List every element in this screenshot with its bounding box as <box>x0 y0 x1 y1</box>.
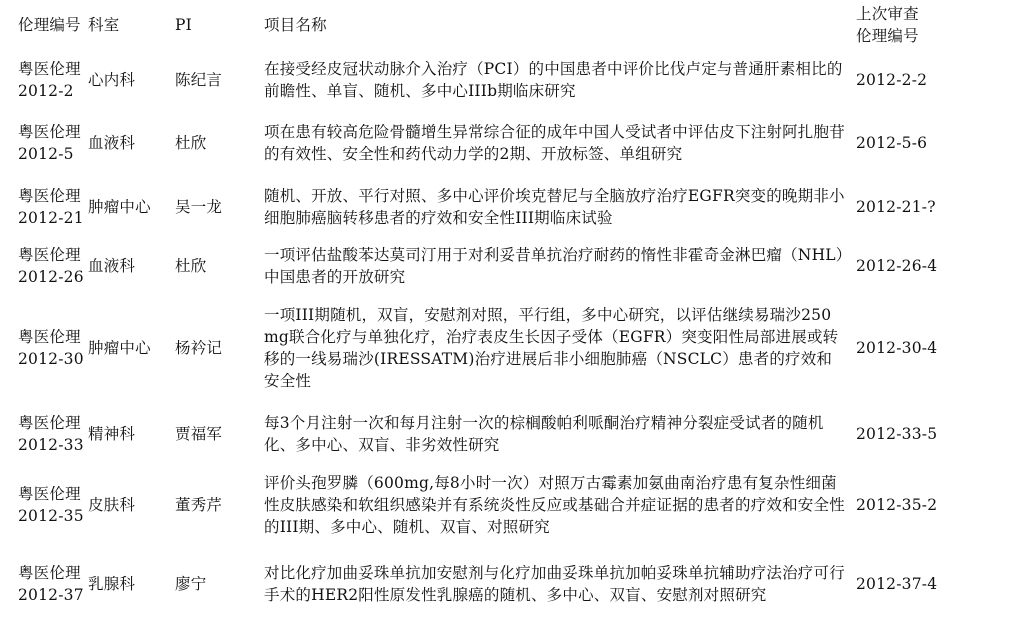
project-name-cell: 随机、开放、平行对照、多中心评价埃克替尼与全脑放疗治疗EGFR突变的晚期非小细胞肺癌脑转移患者的疗效和安全性III期临床试验 <box>264 186 845 227</box>
pi-cell: 廖宁 <box>175 575 207 593</box>
ethics-number-line2: 2012-21 <box>18 208 84 227</box>
project-name-cell: 评价头孢罗膦（600mg,每8小时一次）对照万古霉素加氨曲南治疗患有复杂性细菌性皮肤感染和软组织感染并有系统炎性反应或基础合并症证据的患者的疗效和安全性的III期、多中心、随机、双盲、对照研究 <box>264 474 845 536</box>
ethics-number-line2: 2012-26 <box>18 268 84 286</box>
previous-review-cell: 2012-33-5 <box>856 424 938 443</box>
ethics-number-line1: 粤医伦理 <box>18 60 81 78</box>
pi-cell: 贾福军 <box>175 424 223 443</box>
department-cell: 血液科 <box>88 257 136 275</box>
department-cell: 血液科 <box>88 133 136 152</box>
previous-review-cell: 2012-30-4 <box>856 339 938 357</box>
department-cell: 精神科 <box>88 424 136 443</box>
project-name-cell: 项在患有较高危险骨髓增生异常综合征的成年中国人受试者中评估皮下注射阿扎胞苷的有效性、安全性和药代动力学的2期、开放标签、单组研究 <box>264 122 845 163</box>
ethics-number-cell <box>0 465 87 545</box>
ethics-number-line2: 2012-5 <box>18 144 74 163</box>
previous-review-cell: 2012-37-4 <box>856 575 938 593</box>
department-cell: 心内科 <box>88 71 136 89</box>
ethics-number-cell <box>0 545 87 623</box>
pi-cell: 杨衿记 <box>175 339 223 357</box>
ethics-number-line1: 粤医伦理 <box>18 186 81 205</box>
ethics-number-cell <box>0 175 87 238</box>
pi-cell: 吴一龙 <box>175 197 223 216</box>
table-row <box>0 50 1020 110</box>
ethics-number-line2: 2012-35 <box>18 507 84 525</box>
ethics-number-cell <box>0 402 87 465</box>
header-department: 科室 <box>88 16 120 34</box>
ethics-number-line1: 粤医伦理 <box>18 122 81 141</box>
project-name-cell: 对比化疗加曲妥珠单抗加安慰剂与化疗加曲妥珠单抗加帕妥珠单抗辅助疗法治疗可行手术的HER2阳性原发性乳腺癌的随机、多中心、双盲、安慰剂对照研究 <box>264 564 845 604</box>
ethics-number-line2: 2012-30 <box>18 350 84 368</box>
table-row <box>0 294 1020 402</box>
header-ethics-number: 伦理编号 <box>18 16 81 34</box>
previous-review-cell: 2012-5-6 <box>856 133 928 152</box>
ethics-number-line1: 粤医伦理 <box>18 328 81 346</box>
department-cell: 肿瘤中心 <box>88 339 151 357</box>
department-cell: 肿瘤中心 <box>88 197 151 216</box>
header-previous-review-line2: 伦理编号 <box>856 27 919 45</box>
header-previous-review-line1: 上次审查 <box>856 5 919 23</box>
previous-review-cell: 2012-26-4 <box>856 257 938 275</box>
pi-cell: 陈纪言 <box>175 71 223 89</box>
ethics-number-line2: 2012-33 <box>18 435 84 454</box>
pi-cell: 杜欣 <box>175 257 207 275</box>
ethics-number-cell <box>0 238 87 294</box>
pi-cell: 董秀芹 <box>175 496 223 514</box>
department-cell: 乳腺科 <box>88 575 136 593</box>
ethics-number-line1: 粤医伦理 <box>18 485 81 503</box>
ethics-number-cell <box>0 50 87 110</box>
ethics-number-line2: 2012-37 <box>18 586 84 604</box>
ethics-number-cell <box>0 110 87 175</box>
department-cell: 皮肤科 <box>88 496 136 514</box>
ethics-number-line1: 粤医伦理 <box>18 564 81 582</box>
table-row <box>0 402 1020 465</box>
table-row <box>0 465 1020 545</box>
header-previous-review-number <box>854 0 1020 50</box>
previous-review-cell: 2012-21-? <box>856 197 936 216</box>
header-project-name: 项目名称 <box>264 16 327 34</box>
ethics-number-line1: 粤医伦理 <box>18 413 81 432</box>
table-row <box>0 175 1020 238</box>
ethics-number-line2: 2012-2 <box>18 82 74 100</box>
project-name-cell: 每3个月注射一次和每月注射一次的棕榈酸帕利哌酮治疗精神分裂症受试者的随机化、多中心、双盲、非劣效性研究 <box>264 413 824 454</box>
project-name-cell: 一项评估盐酸苯达莫司汀用于对利妥昔单抗治疗耐药的惰性非霍奇金淋巴瘤（NHL）中国患者的开放研究 <box>264 246 844 286</box>
previous-review-cell: 2012-35-2 <box>856 496 938 514</box>
pi-cell: 杜欣 <box>175 133 207 152</box>
table-header-row <box>0 0 1020 50</box>
previous-review-cell: 2012-2-2 <box>856 71 928 89</box>
table-row <box>0 545 1020 623</box>
ethics-number-cell <box>0 294 87 402</box>
ethics-number-line1: 粤医伦理 <box>18 246 81 264</box>
header-pi: PI <box>175 16 192 34</box>
project-name-cell: 在接受经皮冠状动脉介入治疗（PCI）的中国患者中评价比伐卢定与普通肝素相比的前瞻性、单盲、随机、多中心IIIb期临床研究 <box>264 60 843 100</box>
project-name-cell: 一项III期随机，双盲，安慰剂对照，平行组，多中心研究，以评估继续易瑞沙250mg联合化疗与单独化疗，治疗表皮生长因子受体（EGFR）突变阳性局部进展或转移的一线易瑞沙(IRESSATM)治疗进展后非小细胞肺癌（NSCLC）患者的疗效和安全性 <box>264 306 839 390</box>
table-row <box>0 110 1020 175</box>
table-row <box>0 238 1020 294</box>
